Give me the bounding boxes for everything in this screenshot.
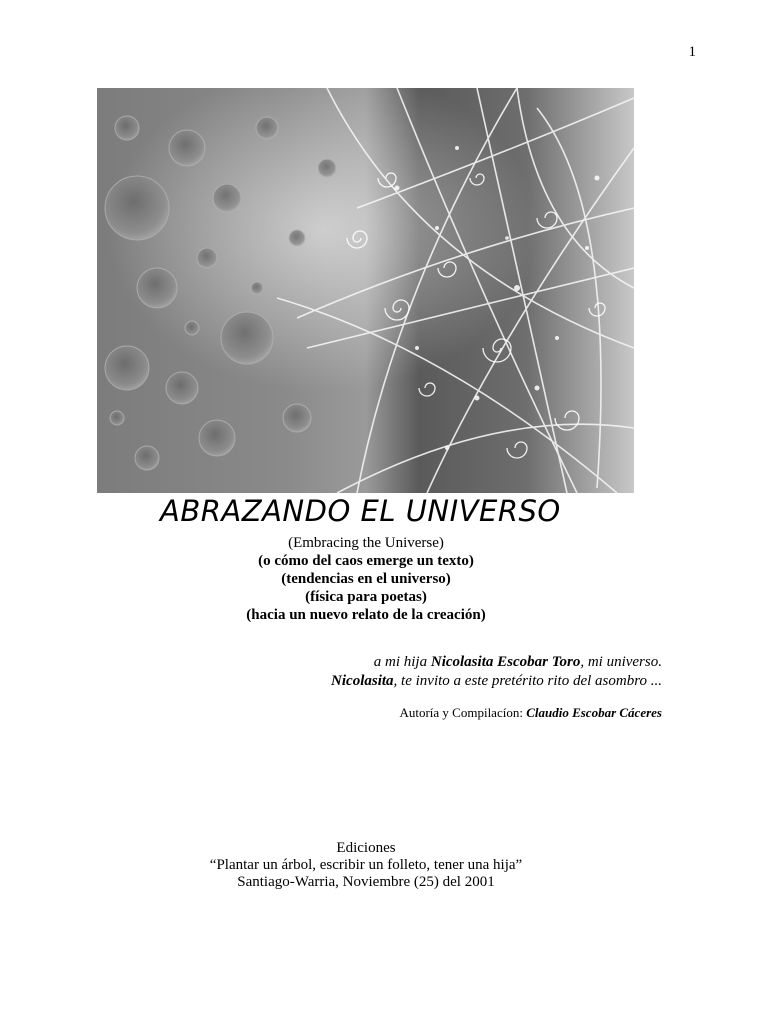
dedication-name-short: Nicolasita bbox=[331, 673, 394, 689]
dedication-suffix: , mi universo. bbox=[580, 654, 662, 670]
dedication-line-2 bbox=[331, 672, 662, 691]
authorship bbox=[399, 705, 662, 721]
publisher-line-1: Ediciones bbox=[336, 840, 396, 856]
cover-image bbox=[97, 88, 634, 493]
subtitle-english: (Embracing the Universe) bbox=[288, 535, 444, 551]
dedication-line-1 bbox=[331, 653, 662, 672]
subtitle-line: (física para poetas) bbox=[305, 589, 427, 605]
subtitle-block bbox=[200, 534, 532, 624]
dedication-invitation: , te invito a este pretérito rito del asombro ... bbox=[393, 673, 662, 689]
authorship-label: Autoría y Compilacíon: bbox=[399, 705, 527, 720]
subtitle-line: (hacia un nuevo relato de la creación) bbox=[246, 607, 486, 623]
subtitle-line: (tendencias en el universo) bbox=[281, 571, 451, 587]
publisher-line-2: “Plantar un árbol, escribir un folleto, tener una hija” bbox=[209, 857, 523, 873]
dedication-name: Nicolasita Escobar Toro bbox=[430, 654, 581, 670]
publisher-line-3: Santiago-Warria, Noviembre (25) del 2001 bbox=[237, 874, 495, 890]
dedication-prefix: a mi hija bbox=[373, 654, 431, 670]
author-name: Claudio Escobar Cáceres bbox=[526, 705, 662, 720]
document-title: ABRAZANDO EL UNIVERSO bbox=[160, 494, 561, 528]
subtitle-line: (o cómo del caos emerge un texto) bbox=[258, 553, 474, 569]
page-number: 1 bbox=[688, 44, 696, 60]
publisher-block bbox=[200, 840, 532, 891]
dedication bbox=[331, 653, 662, 691]
